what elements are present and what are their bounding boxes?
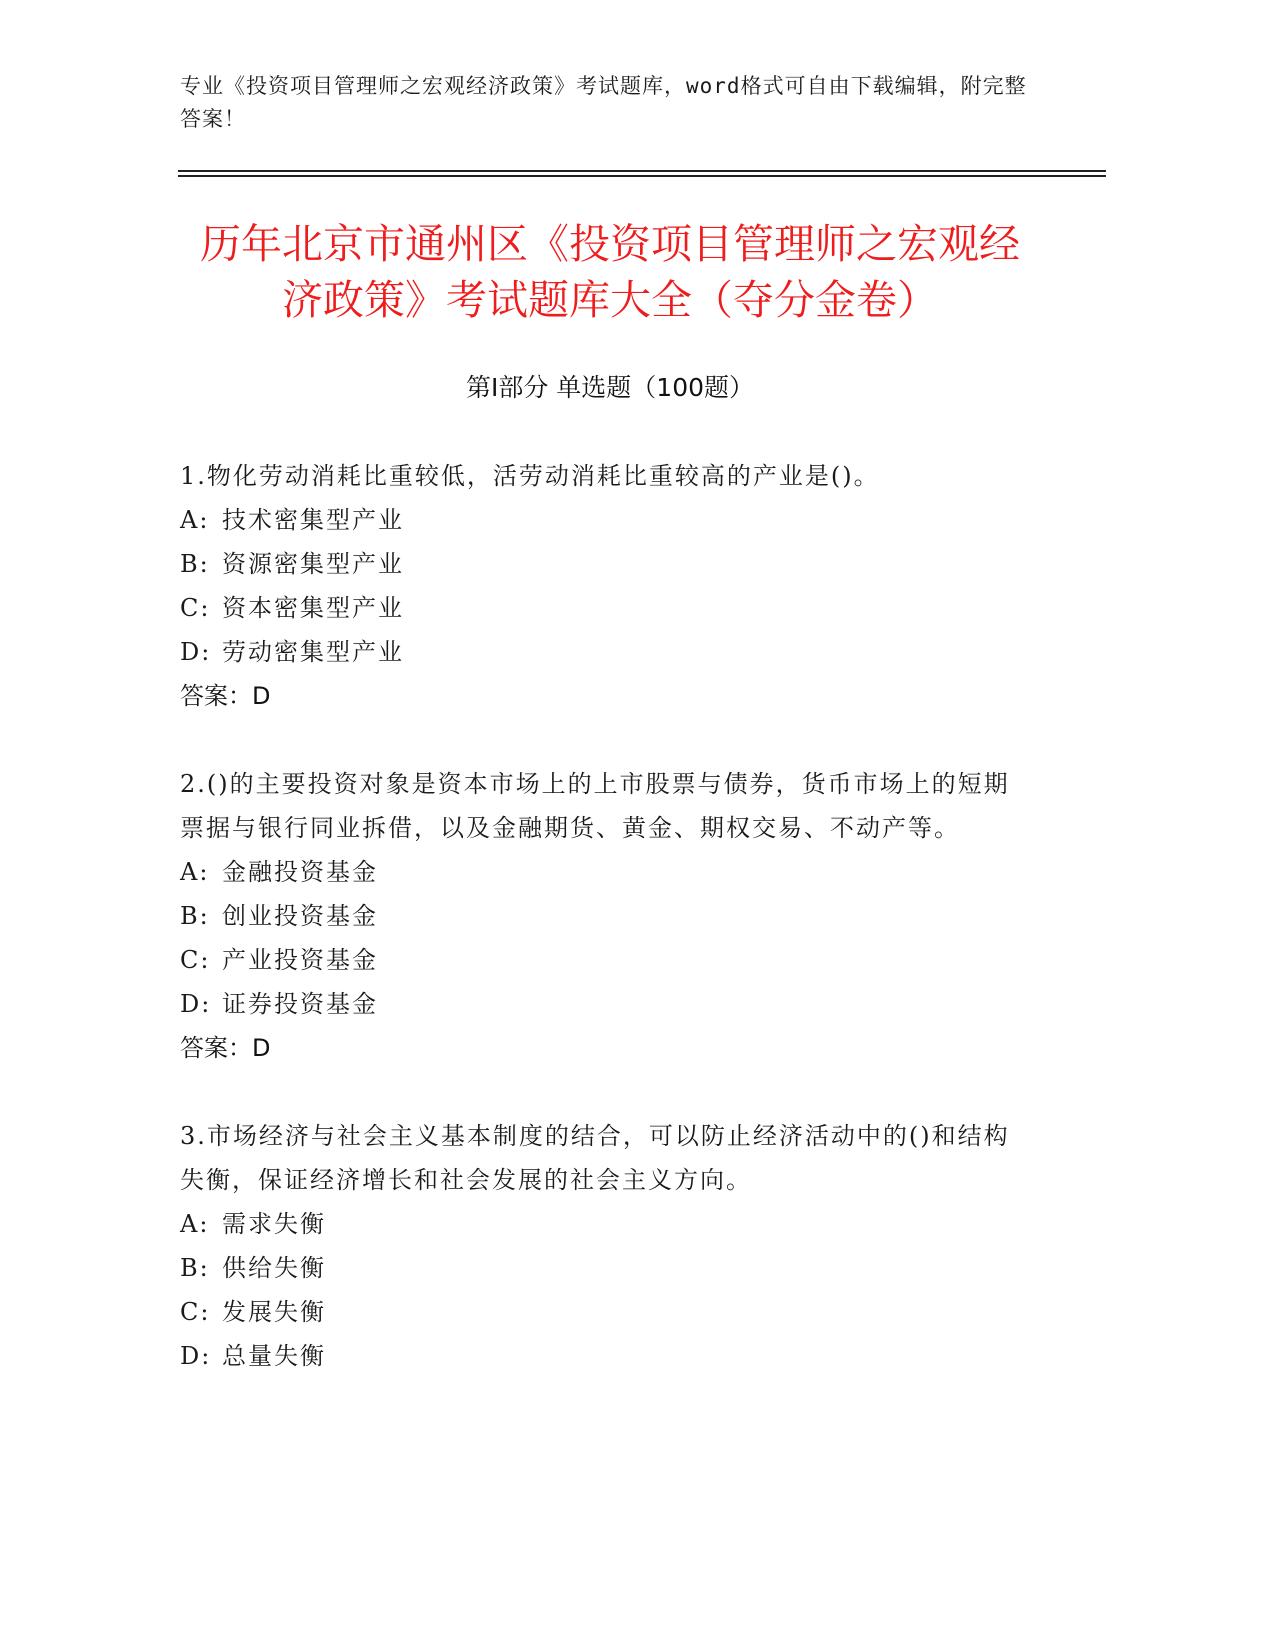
option-d [180,630,1020,674]
option-label: D: [180,1342,212,1370]
option-b [180,894,1020,938]
option-text: 证券投资基金 [222,990,378,1018]
option-label: D: [180,638,212,666]
option-text: 技术密集型产业 [222,506,404,534]
option-text: 供给失衡 [222,1254,326,1282]
option-c [180,1290,1020,1334]
question-text: 3.市场经济与社会主义基本制度的结合，可以防止经济活动中的()和结构失衡，保证经济增长和社会发展的社会主义方向。 [180,1122,1010,1194]
answer-prefix: 答案： [180,682,252,710]
answer-prefix: 答案： [180,1034,252,1062]
option-c [180,938,1020,982]
option-a [180,850,1020,894]
option-a [180,498,1020,542]
option-label: B: [180,902,210,930]
question-text: 2.()的主要投资对象是资本市场上的上市股票与债券，货币市场上的短期票据与银行同业拆借，以及金融期货、黄金、期权交易、不动产等。 [180,770,1010,842]
question-2 [180,762,1020,1070]
section-title: 第Ⅰ部分 单选题（100题） [465,373,755,402]
question-3 [180,1114,1020,1378]
option-text: 资本密集型产业 [222,594,404,622]
option-d [180,982,1020,1026]
answer-line [180,1026,1020,1070]
option-text: 产业投资基金 [222,946,378,974]
answer-value: D [252,1034,271,1062]
question-1 [180,454,1020,718]
option-a [180,1202,1020,1246]
option-label: C: [180,594,211,622]
top-rule-secondary [178,175,1106,177]
document-title: 历年北京市通州区《投资项目管理师之宏观经济政策》考试题库大全（夺分金卷） [200,220,1020,324]
option-label: D: [180,990,212,1018]
answer-line [180,674,1020,718]
option-label: C: [180,1298,211,1326]
option-label: B: [180,1254,210,1282]
option-text: 劳动密集型产业 [222,638,404,666]
option-text: 发展失衡 [222,1298,326,1326]
option-text: 创业投资基金 [222,902,378,930]
top-rule [178,170,1106,172]
question-text: 1.物化劳动消耗比重较低，活劳动消耗比重较高的产业是()。 [180,462,880,490]
option-label: A: [180,858,210,886]
option-label: A: [180,1210,210,1238]
option-text: 需求失衡 [222,1210,326,1238]
option-text: 资源密集型产业 [222,550,404,578]
option-label: A: [180,506,210,534]
option-label: B: [180,550,210,578]
header-note: 专业《投资项目管理师之宏观经济政策》考试题库，word格式可自由下载编辑，附完整答案！ [180,74,1027,131]
option-text: 总量失衡 [222,1342,326,1370]
option-b [180,1246,1020,1290]
option-text: 金融投资基金 [222,858,378,886]
option-label: C: [180,946,211,974]
question-list [180,454,1020,1422]
answer-value: D [252,682,271,710]
option-b [180,542,1020,586]
option-c [180,586,1020,630]
option-d [180,1334,1020,1378]
